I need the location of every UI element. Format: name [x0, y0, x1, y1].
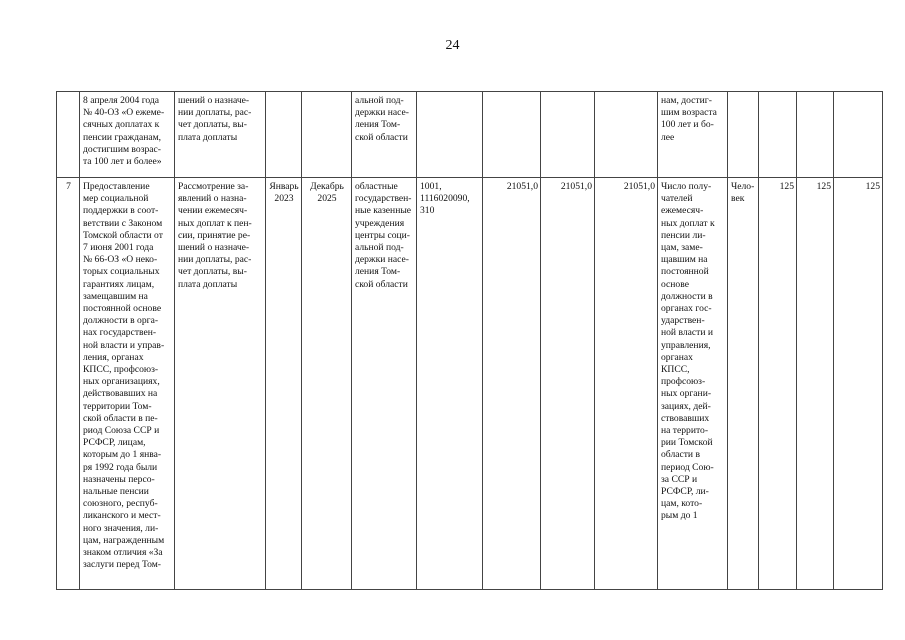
- cell-text-line: 2023: [274, 193, 294, 205]
- cell-text-line: ные казенные: [355, 205, 412, 217]
- cell-text-line: 100 лет и бо-: [661, 119, 714, 131]
- cell-activity: [175, 178, 266, 590]
- cell-text-line: чет доплаты, вы-: [178, 266, 247, 278]
- cell-text-line: торых социальных: [83, 266, 160, 278]
- cell-text-line: альной под-: [355, 242, 404, 254]
- cell-text-line: альной под-: [355, 95, 404, 106]
- cell-text-line: которым до 1 янва-: [83, 449, 162, 461]
- cell-text-line: ской области: [355, 278, 408, 290]
- cell-indicator: [658, 178, 728, 590]
- cell-text-line: ветствии с Законом: [83, 217, 163, 229]
- cell-text-line: чателей: [661, 193, 693, 205]
- cell-text-line: должности в орга-: [83, 315, 159, 327]
- cell-text-line: чении ежемесяч-: [178, 205, 248, 217]
- cell-value-3: [834, 92, 883, 178]
- cell-text-line: области в: [661, 449, 700, 461]
- cell-text-line: 8 апреля 2004 года: [83, 95, 160, 106]
- cell-start: [266, 92, 302, 178]
- cell-text-line: нам, достиг-: [661, 95, 712, 106]
- cell-text-line: областные: [355, 181, 398, 192]
- cell-text-line: замещавшим на: [83, 290, 148, 302]
- cell-budget-code: [417, 92, 483, 178]
- cell-text-line: пенсии ли-: [661, 229, 706, 241]
- cell-text-line: сии, принятие ре-: [178, 229, 251, 241]
- cell-text-line: шений о назначе-: [178, 95, 250, 106]
- cell-text-line: период Сою-: [661, 461, 714, 473]
- cell-text-line: явлений о назна-: [178, 193, 247, 205]
- cell-text-line: ных организациях,: [83, 376, 160, 388]
- cell-text-line: союзного, респуб-: [83, 498, 158, 510]
- cell-text-line: пенсии гражданам,: [83, 131, 162, 143]
- cell-text-line: за ССР и: [661, 473, 698, 485]
- cell-text-line: постоянной: [661, 266, 709, 278]
- cell-text-line: рым до 1: [661, 510, 698, 522]
- cell-amount-1: 21051,0: [483, 178, 541, 590]
- cell-text-line: основе: [661, 278, 689, 290]
- cell-text-line: нии доплаты, рас-: [178, 254, 252, 266]
- cell-text-line: ных органи-: [661, 388, 712, 400]
- cell-text-line: № 40-ОЗ «О ежеме-: [83, 107, 165, 119]
- cell-text-line: чет доплаты, вы-: [178, 119, 247, 131]
- cell-text-line: нах государствен-: [83, 327, 157, 339]
- cell-text-line: центры соци-: [355, 229, 410, 241]
- cell-text-line: ной власти и: [661, 327, 714, 339]
- cell-text-line: Рассмотрение за-: [178, 181, 249, 192]
- cell-end: [302, 92, 352, 178]
- cell-text-line: постоянной основе: [83, 303, 162, 315]
- cell-text-line: РСФСР, лицам,: [83, 437, 146, 449]
- cell-text-line: 1001,: [420, 181, 442, 192]
- cell-text-line: мер социальной: [83, 193, 149, 205]
- cell-text-line: на террито-: [661, 425, 709, 437]
- cell-value-2: [797, 92, 834, 178]
- page-number: 24: [445, 38, 460, 53]
- cell-text-line: ной власти и управ-: [83, 339, 165, 351]
- cell-text-line: 7 июня 2001 года: [83, 242, 154, 254]
- cell-text-line: ствовавших: [661, 412, 710, 424]
- cell-text-line: Предоставление: [83, 181, 150, 192]
- cell-amount-2: [541, 92, 595, 178]
- cell-text-line: нальные пенсии: [83, 486, 149, 498]
- cell-amount-1: [483, 92, 541, 178]
- cell-text-line: цам, кото-: [661, 498, 703, 510]
- cell-value-2: 125: [797, 178, 834, 590]
- cell-text-line: плата доплаты: [178, 131, 238, 143]
- cell-value-1: [759, 92, 797, 178]
- cell-text-line: нии доплаты, рас-: [178, 107, 252, 119]
- cell-text-line: риод Союза ССР и: [83, 425, 160, 437]
- cell-text-line: Чело-: [731, 181, 755, 192]
- cell-text-line: цам, заме-: [661, 242, 703, 254]
- cell-text-line: зациях, дей-: [661, 400, 711, 412]
- cell-text-line: ления, органах: [83, 351, 144, 363]
- cell-text-line: управления,: [661, 339, 711, 351]
- cell-executor: [352, 178, 417, 590]
- cell-text-line: 1116020090,: [420, 193, 470, 205]
- cell-number: 7: [57, 178, 80, 590]
- cell-text-line: Число полу-: [661, 181, 712, 192]
- cell-text-line: действовавших на: [83, 388, 158, 400]
- cell-text-line: назначены персо-: [83, 473, 155, 485]
- cell-text-line: профсоюз-: [661, 376, 706, 388]
- cell-text-line: Декабрь: [310, 181, 344, 192]
- cell-unit: [728, 92, 759, 178]
- cell-text-line: лее: [661, 131, 675, 143]
- cell-indicator: [658, 92, 728, 178]
- cell-text-line: заслуги перед Том-: [83, 559, 161, 571]
- cell-text-line: органах гос-: [661, 303, 712, 315]
- cell-text-line: достигшим возрас-: [83, 143, 161, 155]
- cell-text-line: ря 1992 года были: [83, 461, 158, 473]
- cell-amount-2: 21051,0: [541, 178, 595, 590]
- cell-text-line: поддержки в соот-: [83, 205, 159, 217]
- table-row: [57, 92, 883, 178]
- cell-text-line: КПСС,: [661, 364, 690, 376]
- cell-text-line: территории Том-: [83, 400, 152, 412]
- cell-text-line: век: [731, 193, 745, 205]
- cell-amount-3: [595, 92, 658, 178]
- cell-text-line: ного значения, ли-: [83, 522, 159, 534]
- cell-text-line: гарантиях лицам,: [83, 278, 155, 290]
- cell-text-line: КПСС, профсоюз-: [83, 364, 159, 376]
- program-table: [56, 91, 883, 590]
- cell-text-line: ской области в пе-: [83, 412, 158, 424]
- cell-activity: [175, 92, 266, 178]
- cell-text-line: ных доплат к пен-: [178, 217, 252, 229]
- cell-text-line: учреждения: [355, 217, 405, 229]
- cell-text-line: держки насе-: [355, 254, 409, 266]
- cell-text-line: сячных доплатах к: [83, 119, 160, 131]
- cell-measure: [80, 92, 175, 178]
- cell-text-line: знаком отличия «За: [83, 547, 163, 559]
- cell-text-line: Январь: [269, 181, 299, 192]
- cell-amount-3: 21051,0: [595, 178, 658, 590]
- cell-text-line: органах: [661, 351, 693, 363]
- cell-text-line: 310: [420, 205, 435, 217]
- cell-text-line: 2025: [317, 193, 337, 205]
- cell-text-line: плата доплаты: [178, 278, 238, 290]
- cell-text-line: та 100 лет и более»: [83, 156, 162, 168]
- cell-text-line: должности в: [661, 290, 713, 302]
- cell-text-line: держки насе-: [355, 107, 409, 119]
- cell-text-line: Томской области от: [83, 229, 163, 241]
- table-row: [57, 178, 883, 590]
- cell-executor: [352, 92, 417, 178]
- cell-text-line: щавшим на: [661, 254, 708, 266]
- cell-text-line: ных доплат к: [661, 217, 715, 229]
- cell-unit: [728, 178, 759, 590]
- cell-text-line: рии Томской: [661, 437, 713, 449]
- cell-text-line: ления Том-: [355, 266, 401, 278]
- cell-measure: [80, 178, 175, 590]
- cell-value-3: 125: [834, 178, 883, 590]
- cell-text-line: № 66-ОЗ «О неко-: [83, 254, 158, 266]
- cell-text-line: государствен-: [355, 193, 412, 205]
- cell-text-line: ударствен-: [661, 315, 705, 327]
- cell-value-1: 125: [759, 178, 797, 590]
- cell-number: [57, 92, 80, 178]
- cell-text-line: шим возраста: [661, 107, 717, 119]
- cell-text-line: шений о назначе-: [178, 242, 250, 254]
- cell-text-line: ской области: [355, 131, 408, 143]
- cell-text-line: РСФСР, ли-: [661, 486, 709, 498]
- cell-text-line: ежемесяч-: [661, 205, 704, 217]
- cell-start: [266, 178, 302, 590]
- cell-text-line: ликанского и мест-: [83, 510, 161, 522]
- cell-text-line: ления Том-: [355, 119, 401, 131]
- cell-end: [302, 178, 352, 590]
- cell-budget-code: [417, 178, 483, 590]
- cell-text-line: цам, награжденным: [83, 534, 165, 546]
